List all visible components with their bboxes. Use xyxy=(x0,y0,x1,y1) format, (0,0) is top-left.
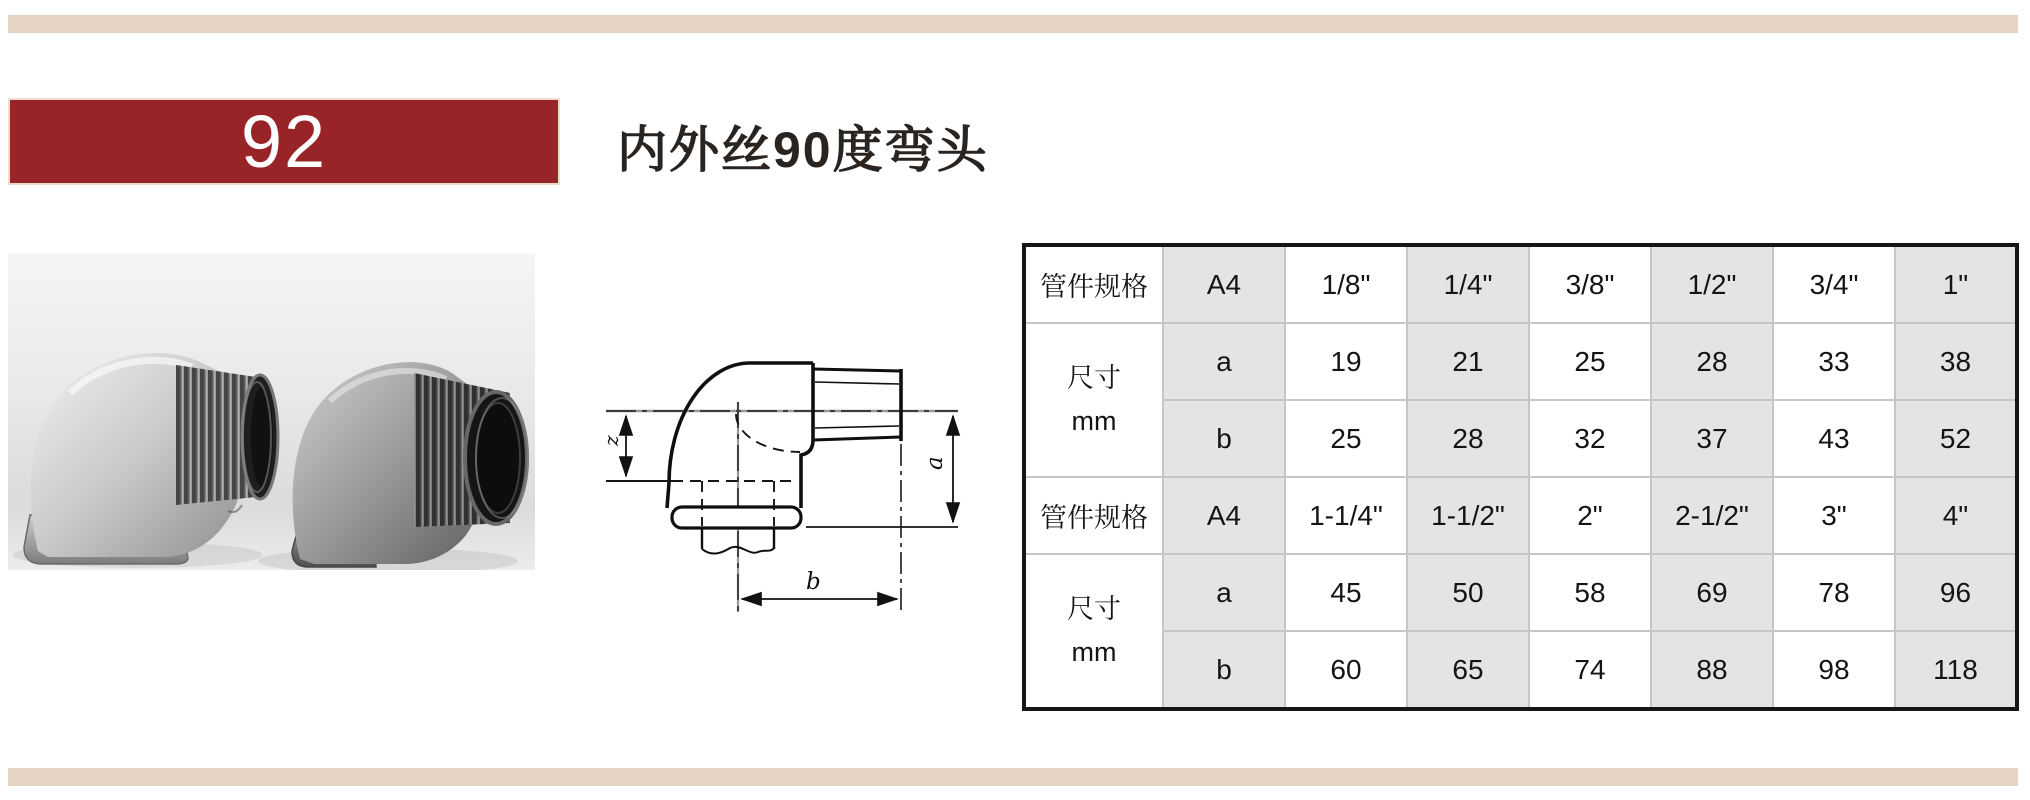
table-row-a-2 xyxy=(1024,554,2017,631)
value-cell: 96 xyxy=(1895,554,2017,631)
size-cell: 1-1/4" xyxy=(1285,477,1407,554)
dim-label: 尺寸 xyxy=(1067,593,1121,624)
value-cell: 19 xyxy=(1285,323,1407,400)
value-cell: 65 xyxy=(1407,631,1529,709)
value-cell: 38 xyxy=(1895,323,2017,400)
value-cell: 43 xyxy=(1773,400,1895,477)
value-cell: 28 xyxy=(1407,400,1529,477)
table-row-spec-2 xyxy=(1024,477,2017,554)
code-cell: A4 xyxy=(1163,477,1285,554)
bottom-divider-bar xyxy=(8,768,2018,786)
size-cell: 3" xyxy=(1773,477,1895,554)
dim-unit-cell xyxy=(1024,554,1163,709)
value-cell: 28 xyxy=(1651,323,1773,400)
dim-label: 尺寸 xyxy=(1067,362,1121,393)
code-cell: A4 xyxy=(1163,245,1285,323)
item-code-banner xyxy=(8,98,560,185)
table-row-spec-1 xyxy=(1024,245,2017,323)
table-row-a-1 xyxy=(1024,323,2017,400)
value-cell: 21 xyxy=(1407,323,1529,400)
spec-label-cell: 管件规格 xyxy=(1024,477,1163,554)
dim-label-b: b xyxy=(806,569,821,595)
value-cell: 25 xyxy=(1285,400,1407,477)
size-cell: 1/8" xyxy=(1285,245,1407,323)
dim-label-a: a xyxy=(922,456,948,470)
table-row-b-1 xyxy=(1024,400,2017,477)
size-cell: 1" xyxy=(1895,245,2017,323)
item-code: 92 xyxy=(240,99,328,183)
value-cell: 88 xyxy=(1651,631,1773,709)
value-cell: 32 xyxy=(1529,400,1651,477)
dim-label-z: z xyxy=(599,435,623,446)
value-cell: 45 xyxy=(1285,554,1407,631)
product-photo xyxy=(8,253,535,570)
size-cell: 1/4" xyxy=(1407,245,1529,323)
value-cell: 33 xyxy=(1773,323,1895,400)
value-cell: 98 xyxy=(1773,631,1895,709)
size-cell: 3/4" xyxy=(1773,245,1895,323)
spec-table xyxy=(1022,243,2019,711)
param-cell: a xyxy=(1163,323,1285,400)
value-cell: 50 xyxy=(1407,554,1529,631)
value-cell: 60 xyxy=(1285,631,1407,709)
dim-unit: mm xyxy=(1071,637,1117,667)
param-cell: b xyxy=(1163,631,1285,709)
size-cell: 1/2" xyxy=(1651,245,1773,323)
value-cell: 69 xyxy=(1651,554,1773,631)
technical-drawing xyxy=(590,350,970,622)
table-row-b-2 xyxy=(1024,631,2017,709)
value-cell: 118 xyxy=(1895,631,2017,709)
dim-unit: mm xyxy=(1071,406,1117,436)
param-cell: b xyxy=(1163,400,1285,477)
size-cell: 3/8" xyxy=(1529,245,1651,323)
page-title: 内外丝90度弯头 xyxy=(617,122,989,178)
size-cell: 1-1/2" xyxy=(1407,477,1529,554)
size-cell: 2-1/2" xyxy=(1651,477,1773,554)
dim-unit-cell xyxy=(1024,323,1163,477)
size-cell: 4" xyxy=(1895,477,2017,554)
value-cell: 74 xyxy=(1529,631,1651,709)
value-cell: 37 xyxy=(1651,400,1773,477)
spec-label-cell: 管件规格 xyxy=(1024,245,1163,323)
param-cell: a xyxy=(1163,554,1285,631)
value-cell: 25 xyxy=(1529,323,1651,400)
size-cell: 2" xyxy=(1529,477,1651,554)
value-cell: 52 xyxy=(1895,400,2017,477)
value-cell: 58 xyxy=(1529,554,1651,631)
value-cell: 78 xyxy=(1773,554,1895,631)
top-divider-bar xyxy=(8,15,2018,33)
